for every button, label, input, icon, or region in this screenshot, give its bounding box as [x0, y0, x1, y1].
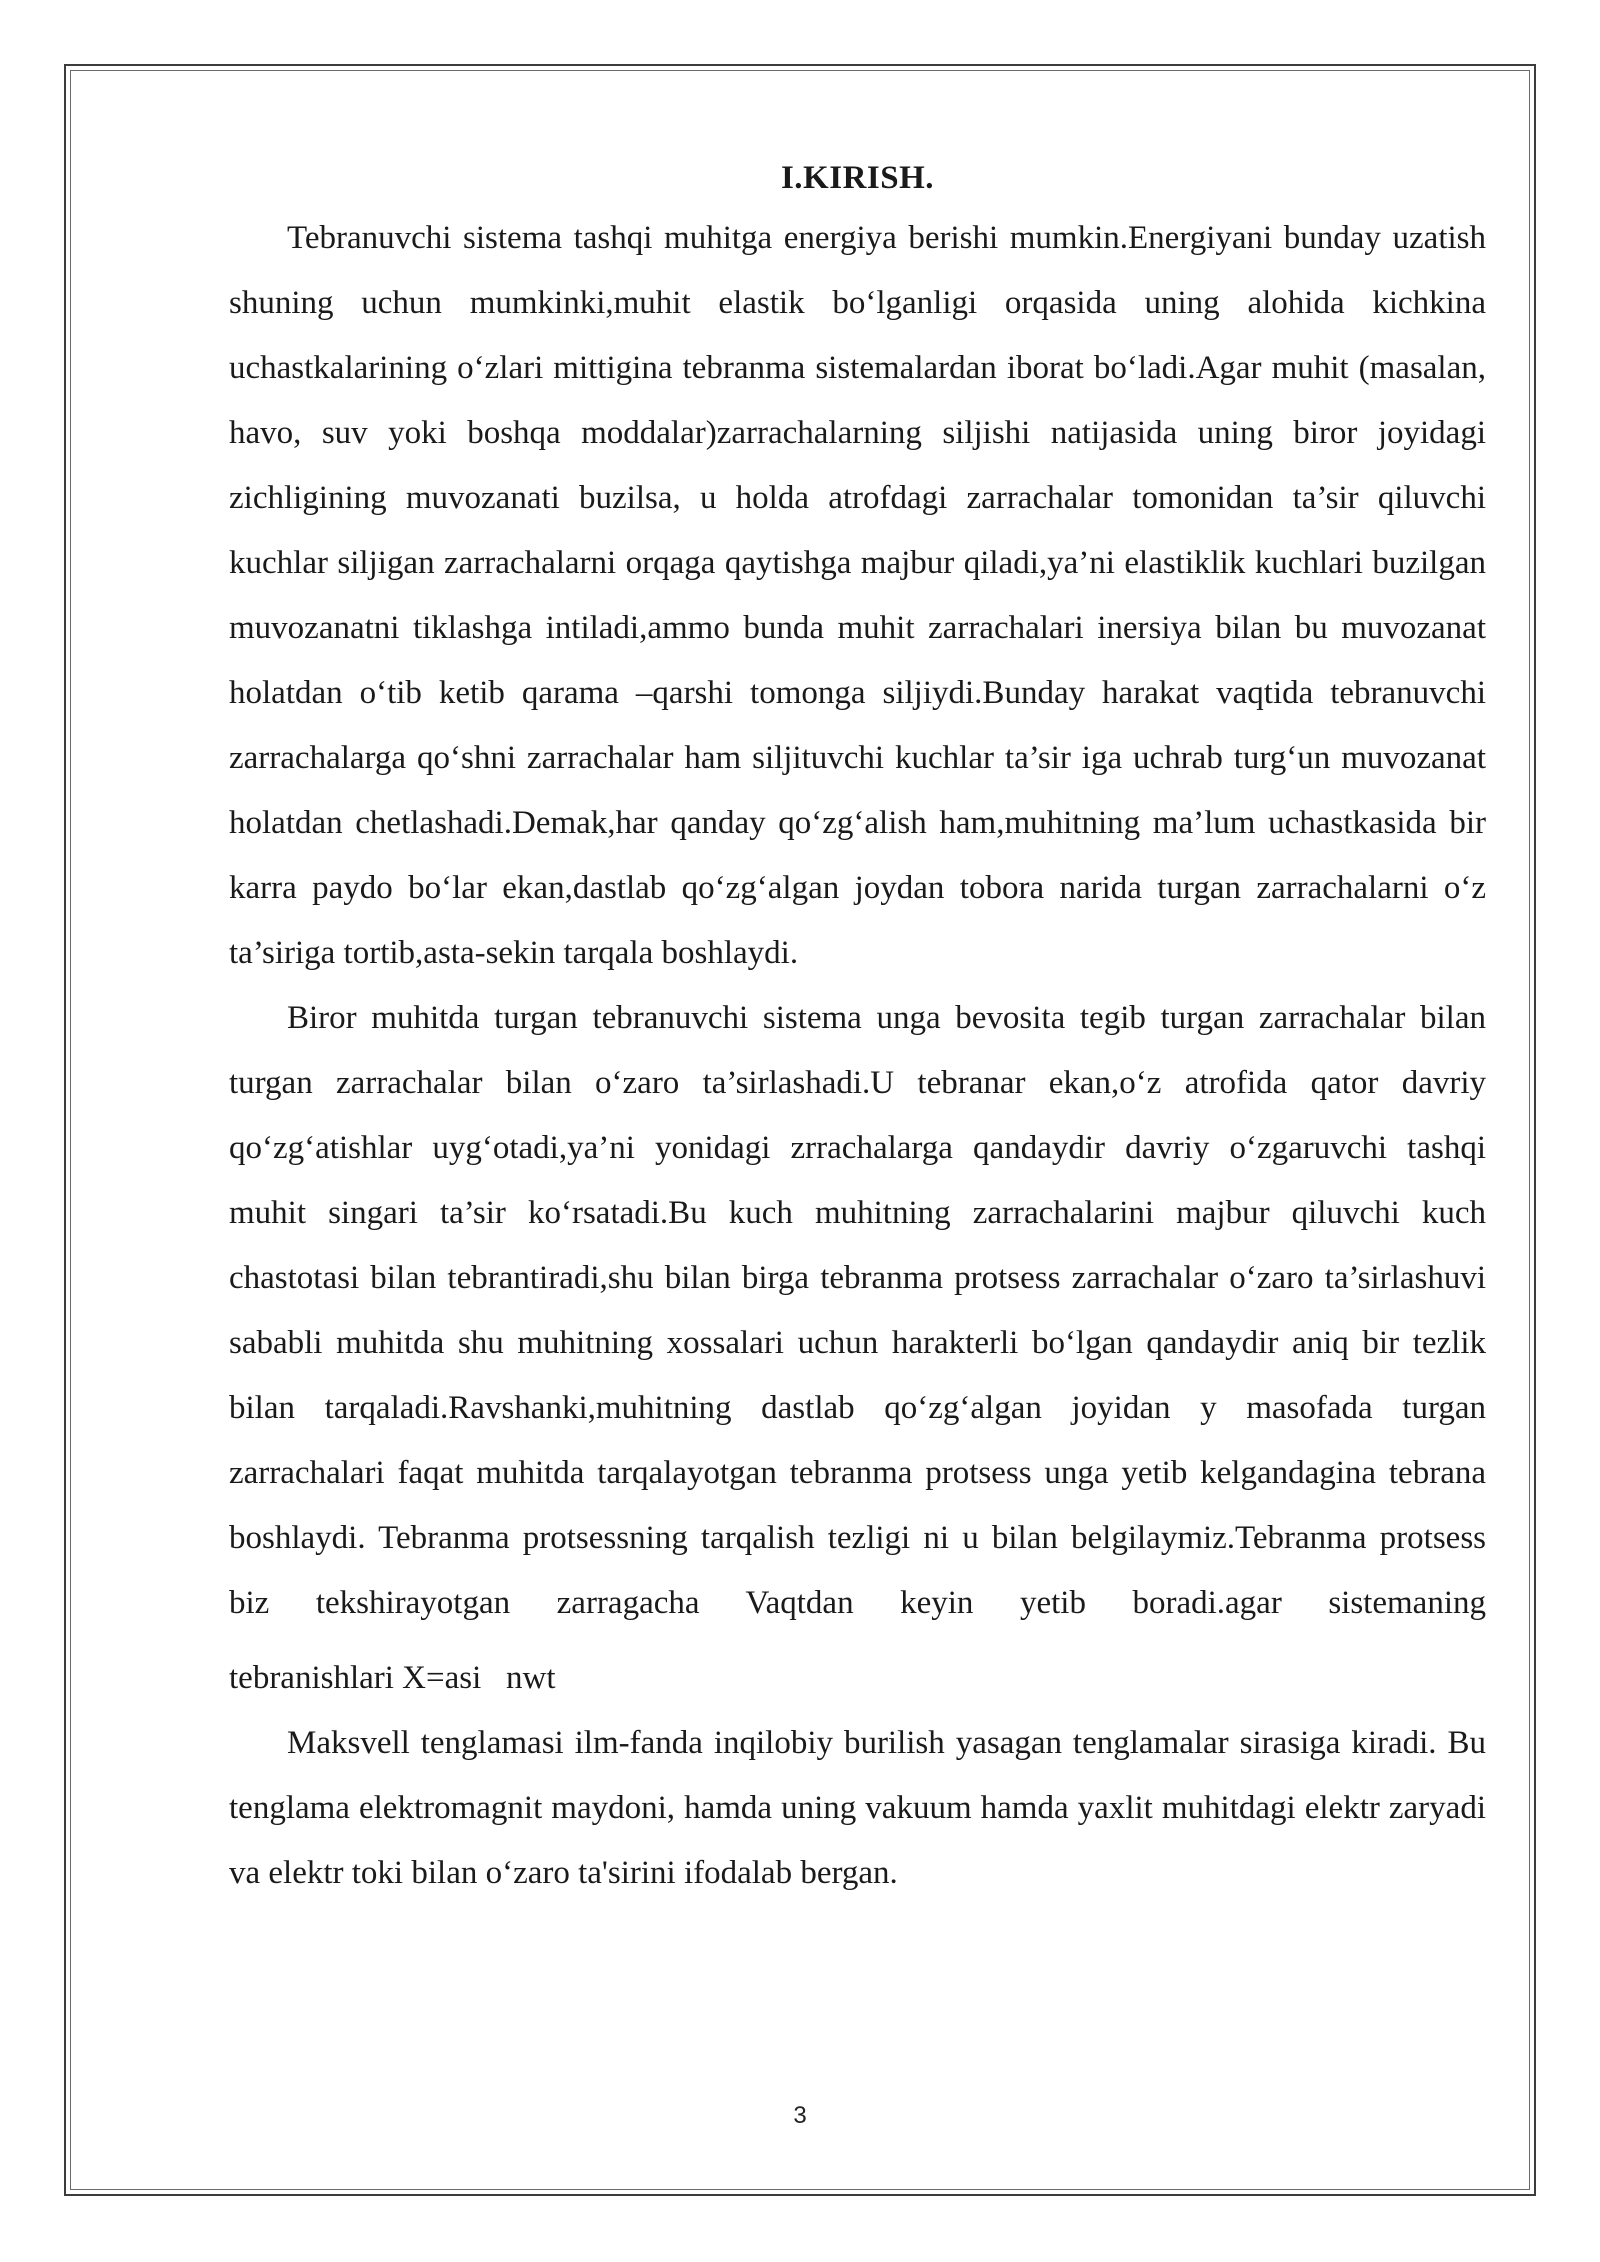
paragraph-3: Maksvell tenglamasi ilm-fanda inqilobiy burilish yasagan tenglamalar sirasiga kiradi. Bu tenglama elektromagnit maydoni, hamda uning vakuum hamda yaxlit muhitdagi elektr zaryadi va elektr toki bilan o‘zaro ta'sirini ifodalab bergan. — [229, 1725, 1486, 1891]
formula-line: tebranishlari X=asi nwt — [229, 1660, 556, 1696]
page-number: 3 — [793, 2102, 807, 2129]
section-heading: I.KIRISH. — [780, 160, 935, 196]
paragraph-1: Tebranuvchi sistema tashqi muhitga energiya berishi mumkin.Energiyani bunday uzatish shuning uchun mumkinki,muhit elastik bo‘lganligi orqasida uning alohida kichkina uchastkalarining o‘zlari mittigina tebranma sistemalardan iborat bo‘ladi.Agar muhit (masalan, havo, suv yoki boshqa moddalar)zarrachalarning siljishi natijasida uning biror joyidagi zichligining muvozanati buzilsa, u holda atrofdagi zarrachalar tomonidan ta’sir qiluvchi kuchlar siljigan zarrachalarni orqaga qaytishga majbur qiladi,ya’ni elastiklik kuchlari buzilgan muvozanatni tiklashga intiladi,ammo bunda muhit zarrachalari inersiya bilan bu muvozanat holatdan o‘tib ketib qarama –qarshi tomonga siljiydi.Bunday harakat vaqtida tebranuvchi zarrachalarga qo‘shni zarrachalar ham siljituvchi kuchlar ta’sir iga uchrab turg‘un muvozanat holatdan chetlashadi.Demak,har qanday qo‘zg‘alish ham,muhitning ma’lum uchastkasida bir karra paydo bo‘lar ekan,dastlab qo‘zg‘algan joydan tobora narida turgan zarrachalarni o‘z ta’siriga tortib,asta-sekin tarqala boshlaydi. — [229, 220, 1486, 971]
page-content — [229, 150, 1486, 1906]
paragraph-2: Biror muhitda turgan tebranuvchi sistema unga bevosita tegib turgan zarrachalar bilan turgan zarrachalar bilan o‘zaro ta’sirlashadi.U tebranar ekan,o‘z atrofida qator davriy qo‘zg‘atishlar uyg‘otadi,ya’ni yonidagi zrrachalarga qandaydir davriy o‘zgaruvchi tashqi muhit singari ta’sir ko‘rsatadi.Bu kuch muhitning zarrachalarini majbur qiluvchi kuch chastotasi bilan tebrantiradi,shu bilan birga tebranma protsess zarrachalar o‘zaro ta’sirlashuvi sababli muhitda shu muhitning xossalari uchun harakterli bo‘lgan qandaydir aniq bir tezlik bilan tarqaladi.Ravshanki,muhitning dastlab qo‘zg‘algan joyidan y masofada turgan zarrachalari faqat muhitda tarqalayotgan tebranma protsess unga yetib kelgandagina tebrana boshlaydi. Tebranma protsessning tarqalish tezligi ni u bilan belgilaymiz.Tebranma protsess biz tekshirayotgan zarragacha Vaqtdan keyin yetib boradi.agar sistemaning — [229, 1000, 1486, 1621]
